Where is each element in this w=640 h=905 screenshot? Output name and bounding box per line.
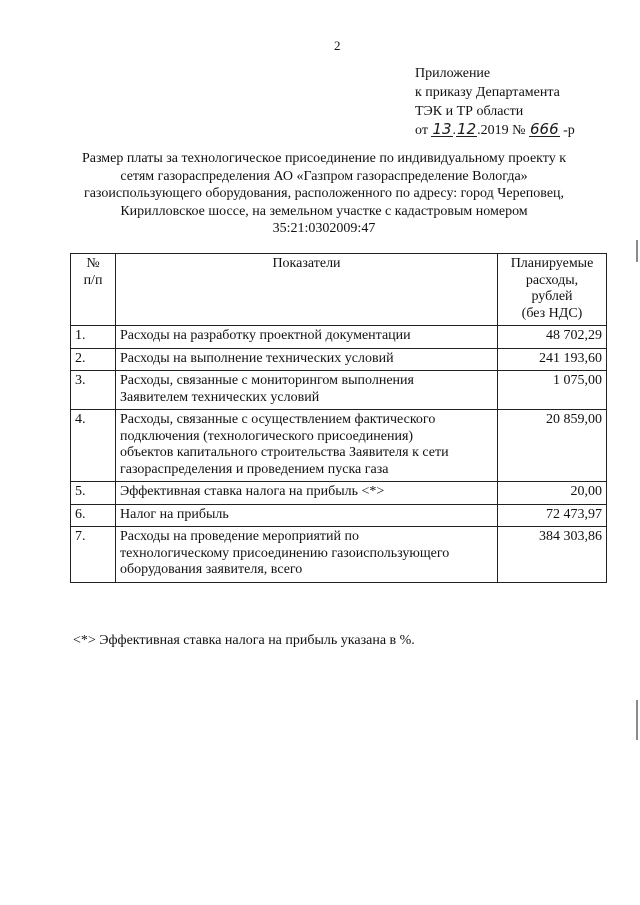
header-number-line: № (86, 256, 100, 271)
row-indicator (116, 410, 498, 482)
table-row (71, 348, 607, 371)
indicator-line: объектов капитального строительства Заявителя к сети (120, 445, 449, 460)
title-line: Кирилловское шоссе, на земельном участке с кадастровым номером (120, 203, 528, 219)
indicator-line: технологическому присоединению газоиспользующего (120, 545, 450, 561)
row-number: 6. (71, 504, 116, 527)
row-value: 241 193,60 (498, 348, 607, 371)
title-line: газоиспользующего оборудования, расположенного по адресу: город Череповец, (83, 186, 565, 201)
row-indicator (116, 504, 498, 527)
row-number: 3. (71, 371, 116, 410)
page-number: 2 (334, 38, 341, 53)
indicator-line: Расходы на выполнение технических условий (120, 350, 394, 366)
table-row (71, 326, 607, 349)
row-value: 384 303,86 (498, 527, 607, 583)
row-value: 72 473,97 (498, 504, 607, 527)
header-indicators: Показатели (116, 254, 498, 326)
table-row (71, 371, 607, 410)
indicator-line: Расходы, связанные с осуществлением фактического (120, 412, 436, 427)
indicator-line: Расходы, связанные с мониторингом выполнения (120, 373, 414, 388)
title-line: 35:21:0302009:47 (272, 221, 376, 236)
cost-table (70, 253, 607, 583)
header-value-line: Планируемые (510, 256, 594, 271)
scan-edge-mark (636, 240, 638, 262)
table-row (71, 482, 607, 505)
row-value: 20 859,00 (498, 410, 607, 482)
row-indicator (116, 348, 498, 371)
indicator-line: Заявителем технических условий (120, 389, 320, 405)
order-suffix: -р (563, 123, 575, 138)
table-row (71, 504, 607, 527)
row-number: 1. (71, 326, 116, 349)
handwritten-month: 12 (457, 120, 477, 138)
table-body (71, 326, 607, 583)
table-row (71, 527, 607, 583)
indicator-line: Расходы на проведение мероприятий по (120, 529, 360, 544)
date-prefix: от (415, 123, 428, 138)
table-row (71, 410, 607, 482)
header-value-line: (без НДС) (521, 305, 583, 321)
header-number-line: п/п (83, 272, 103, 288)
header-number (71, 254, 116, 326)
header-value-line: рублей (531, 289, 573, 304)
row-value: 20,00 (498, 482, 607, 505)
indicator-line: Эффективная ставка налога на прибыль <*> (120, 484, 385, 499)
row-indicator (116, 482, 498, 505)
title-line: сетям газораспределения АО «Газпром газораспределение Вологда» (120, 168, 528, 184)
row-number: 5. (71, 482, 116, 505)
row-number: 2. (71, 348, 116, 371)
indicator-line: газораспределения и проведением пуска газа (120, 461, 389, 477)
handwritten-order-number: 666 (529, 120, 559, 138)
row-indicator (116, 527, 498, 583)
header-value-line: расходы, (525, 272, 579, 288)
table-header-row (71, 254, 607, 326)
indicator-line: Расходы на разработку проектной документации (120, 328, 411, 343)
appendix-line: ТЭК и ТР области (415, 104, 524, 119)
row-value: 1 075,00 (498, 371, 607, 410)
row-indicator (116, 326, 498, 349)
appendix-header (415, 64, 575, 140)
row-indicator (116, 371, 498, 410)
appendix-line: Приложение (415, 66, 491, 81)
header-planned-costs (498, 254, 607, 326)
scan-edge-mark (636, 700, 638, 740)
footnote: <*> Эффективная ставка налога на прибыль указана в %. (73, 633, 415, 648)
indicator-line: Налог на прибыль (120, 506, 229, 522)
row-number: 4. (71, 410, 116, 482)
row-number: 7. (71, 527, 116, 583)
indicator-line: оборудования заявителя, всего (120, 562, 303, 577)
document-title (60, 150, 588, 238)
row-value: 48 702,29 (498, 326, 607, 349)
appendix-line: к приказу Департамента (415, 85, 560, 100)
date-year: .2019 № (477, 123, 526, 138)
title-line: Размер платы за технологическое присоединение по индивидуальному проекту к (81, 151, 567, 166)
indicator-line: подключения (технологического присоединения) (120, 428, 414, 444)
handwritten-day: 13 (432, 120, 452, 138)
appendix-date-line: от 13.12.2019 № 666 -р (415, 120, 575, 138)
